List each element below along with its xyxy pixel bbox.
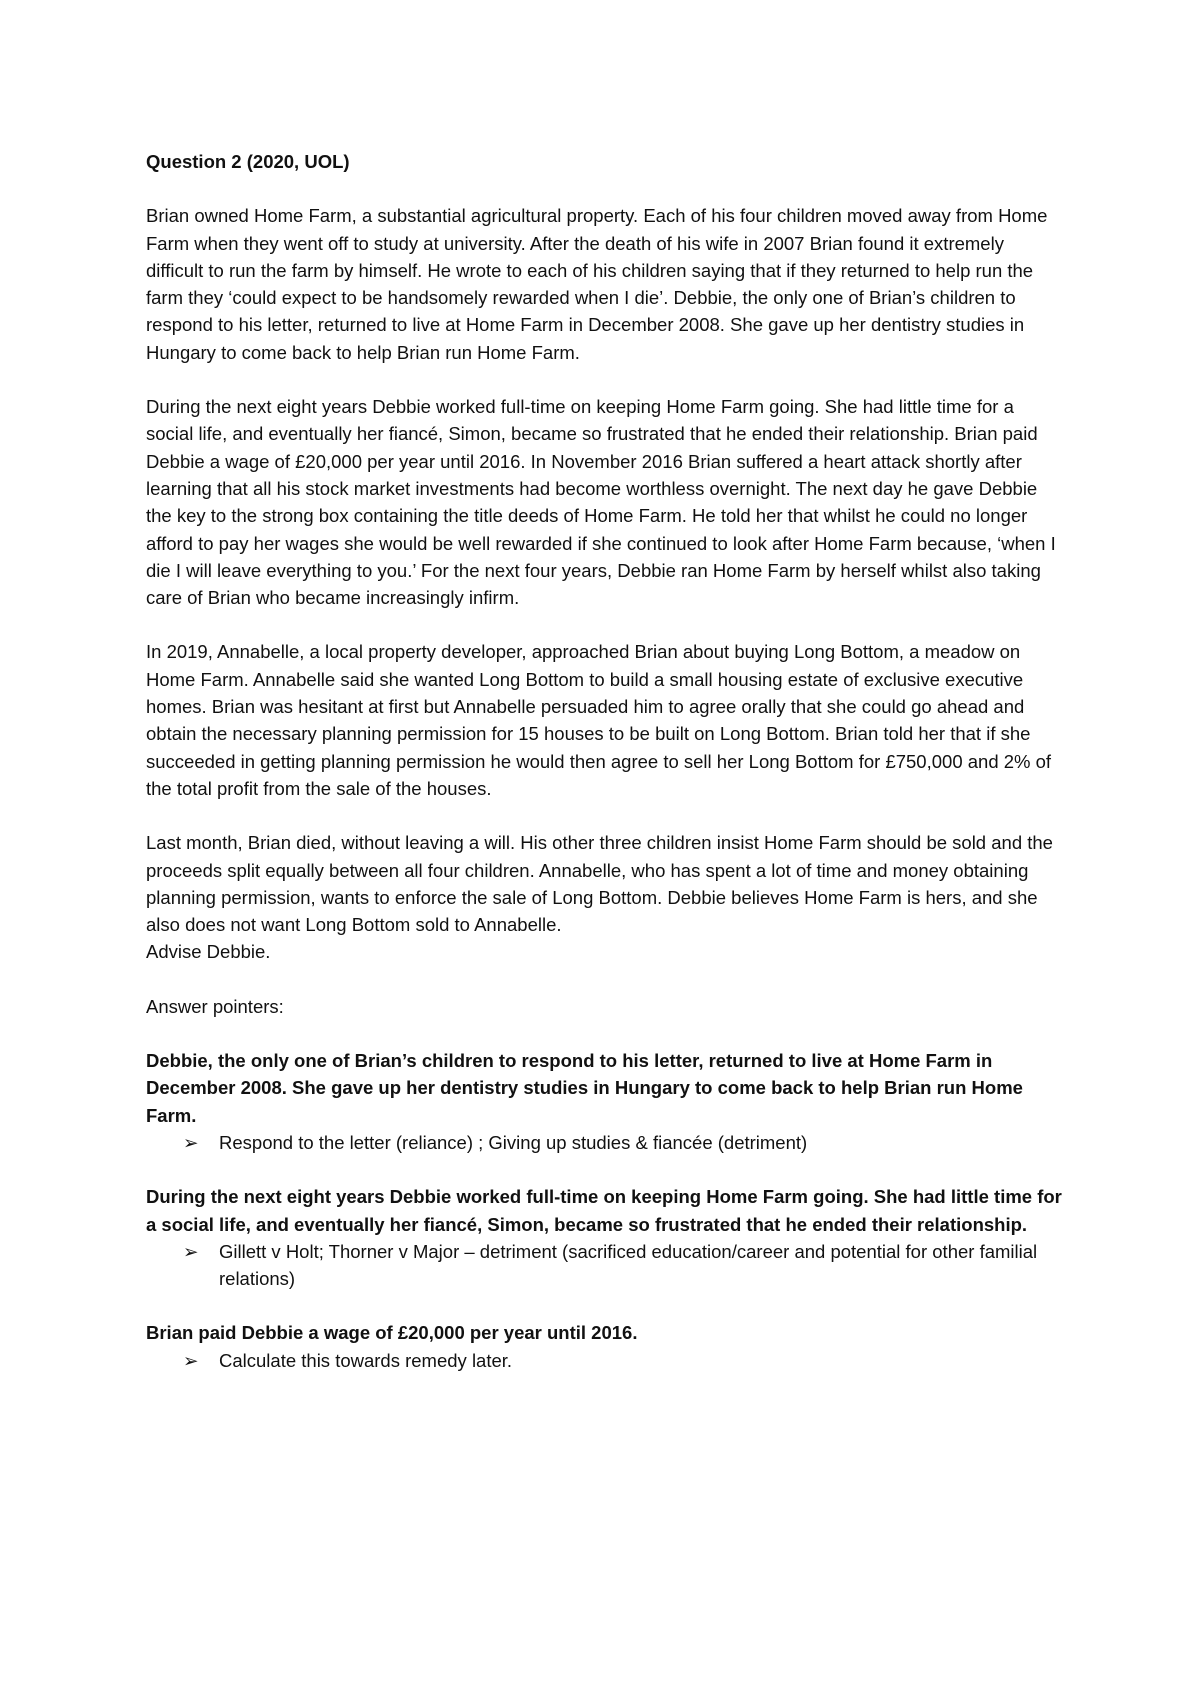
pointer-note (146, 1347, 1066, 1374)
advise-instruction: Advise Debbie. (146, 941, 271, 963)
pointer-quote-3: Brian paid Debbie a wage of £20,000 per year until 2016. (146, 1322, 638, 1344)
document-page (146, 148, 1066, 1401)
question-paragraph-3: In 2019, Annabelle, a local property developer, approached Brian about buying Long Bottom, a meadow on Home Farm. Annabelle said she wanted Long Bottom to build a small housing estate of exclusive executive homes. Brian was hesitant at first but Annabelle persuaded him to agree orally that she could go ahead and obtain the necessary planning permission for 15 houses to be built on Long Bottom. Brian told her that if she succeeded in getting planning permission he would then agree to sell her Long Bottom for £750,000 and 2% of the total profit from the sale of the houses. (146, 641, 1052, 799)
pointer-notes-2 (146, 1238, 1066, 1293)
pointer-note (146, 1129, 1066, 1156)
arrow-bullet-icon: ➢ (183, 1240, 199, 1262)
question-paragraph-4: Last month, Brian died, without leaving a will. His other three children insist Home Farm should be sold and the proceeds split equally between all four children. Annabelle, who has spent a lot of time and money obtaining planning permission, wants to enforce the sale of Long Bottom. Debbie believes Home Farm is hers, and she also does not want Long Bottom sold to Annabelle. (146, 832, 1053, 936)
answer-pointers-heading: Answer pointers: (146, 995, 284, 1017)
question-paragraph-2: During the next eight years Debbie worked full-time on keeping Home Farm going. She had little time for a social life, and eventually her fiancé, Simon, became so frustrated that he ended their relationship. Brian paid Debbie a wage of £20,000 per year until 2016. In November 2016 Brian suffered a heart attack shortly after learning that all his stock market investments had become worthless overnight. The next day he gave Debbie the key to the strong box containing the title deeds of Home Farm. He told her that whilst he could no longer afford to pay her wages she would be well rewarded if she continued to look after Home Farm because, ‘when I die I will leave everything to you.’ For the next four years, Debbie ran Home Farm by herself whilst also taking care of Brian who became increasingly infirm. (146, 396, 1056, 609)
pointer-notes-1 (146, 1129, 1066, 1156)
arrow-bullet-icon: ➢ (183, 1131, 199, 1153)
pointer-note (146, 1238, 1066, 1293)
pointer-quote-1: Debbie, the only one of Brian’s children to respond to his letter, returned to live at Home Farm in December 2008. She gave up her dentistry studies in Hungary to come back to help Brian run Home Farm. (146, 1050, 1023, 1126)
question-title: Question 2 (2020, UOL) (146, 151, 350, 172)
arrow-bullet-icon: ➢ (183, 1349, 199, 1371)
pointer-note-text: Respond to the letter (reliance) ; Giving up studies & fiancée (detriment) (219, 1131, 808, 1153)
pointer-note-text: Gillett v Holt; Thorner v Major – detriment (sacrificed education/career and potential for other familial relations) (219, 1240, 1038, 1290)
pointer-notes-3 (146, 1347, 1066, 1374)
pointer-quote-2: During the next eight years Debbie worked full-time on keeping Home Farm going. She had little time for a social life, and eventually her fiancé, Simon, became so frustrated that he ended their relationship. (146, 1186, 1062, 1235)
question-paragraph-1: Brian owned Home Farm, a substantial agricultural property. Each of his four children moved away from Home Farm when they went off to study at university. After the death of his wife in 2007 Brian found it extremely difficult to run the farm by himself. He wrote to each of his children saying that if they returned to help run the farm they ‘could expect to be handsomely rewarded when I die’. Debbie, the only one of Brian’s children to respond to his letter, returned to live at Home Farm in December 2008. She gave up her dentistry studies in Hungary to come back to help Brian run Home Farm. (146, 205, 1048, 363)
pointer-note-text: Calculate this towards remedy later. (219, 1349, 513, 1371)
